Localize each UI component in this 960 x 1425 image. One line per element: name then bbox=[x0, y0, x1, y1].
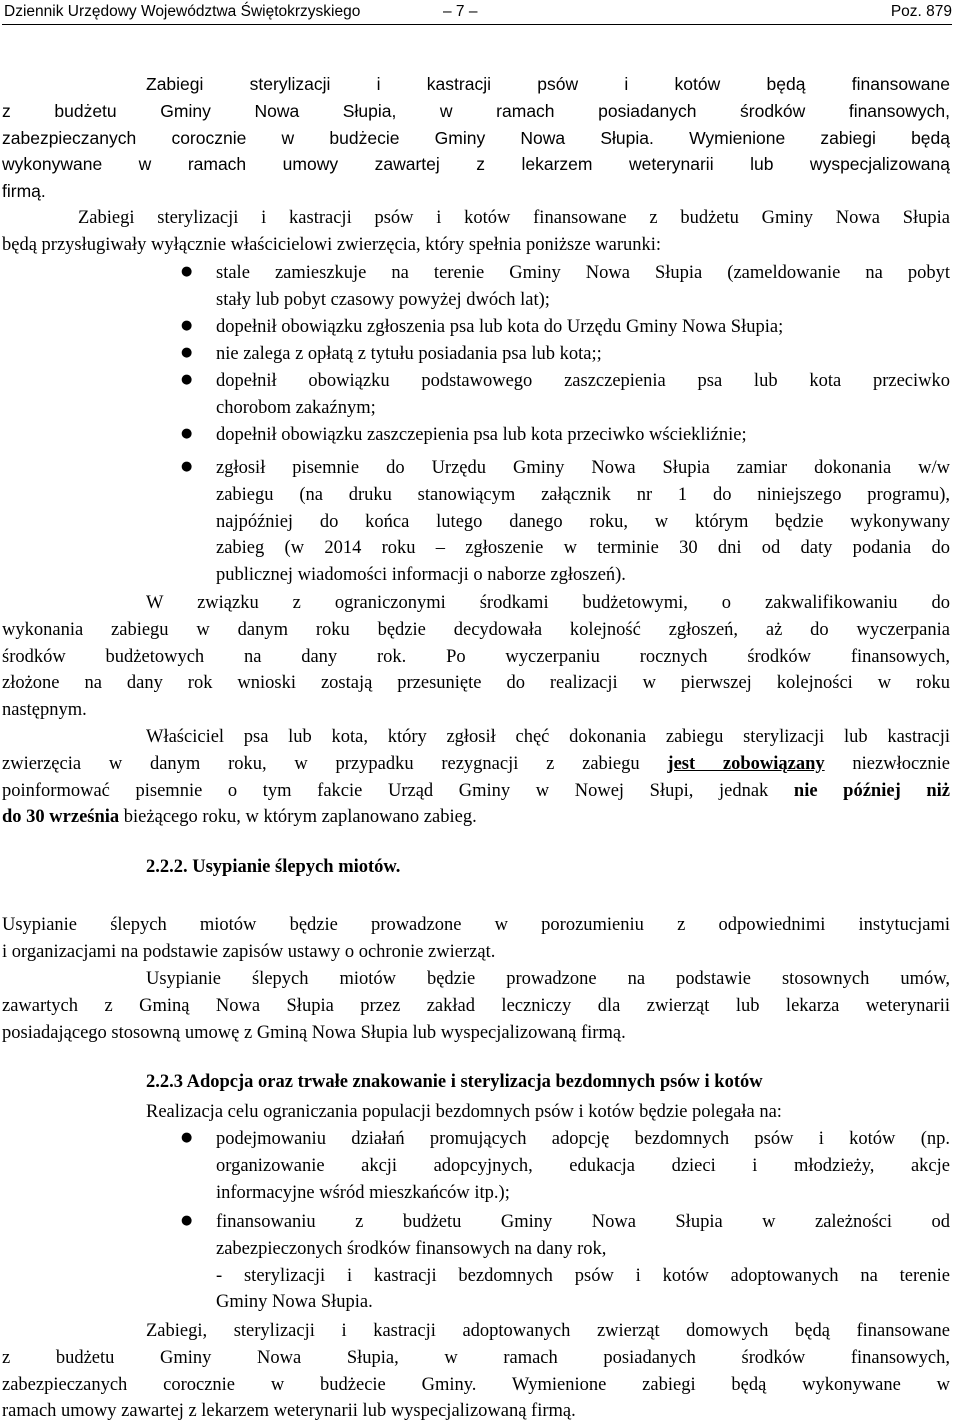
obligation-emphasis: jest zobowiązany bbox=[667, 753, 825, 774]
deadline-emphasis: nie później niż bbox=[793, 780, 950, 801]
paragraph-budget-limits: W związku z ograniczonymi środkami budżetowymi, o zakwalifikowaniu do wykonania zabiegu w danym roku będzie decydowała kolejność zgłoszeń, aż do wyczerpania środków budżetowych na dany rok. Po wyczerpaniu rocznych środków finansowych, złożone na dany rok wnioski zostają przesunięte do realizacji w pierwszej kolejności w roku następnym. bbox=[2, 593, 950, 720]
header-rule bbox=[2, 24, 952, 25]
paragraph-resignation: Właściciel psa lub kota, który zgłosił chęć dokonania zabiegu sterylizacji lub kastracji zwierzęcia w danym roku, w przypadku rezygnacji z zabiegu jest zobowiązany niezwłocznie poinformować pisemnie o tym fakcie Urząd Gminy w Nowej Słupi, jednak nie później niż do 30 września bieżącego roku, w którym zaplanowano zabieg. bbox=[2, 727, 951, 828]
text-line: z budżetu Gminy Nowa Słupia, w ramach posiadanych środków finansowych, bbox=[2, 100, 950, 121]
paragraph-funding bbox=[2, 71, 950, 205]
list-item: nie zalega z opłatą z tytułu posiadania psa lub kota;; bbox=[216, 344, 602, 364]
bullet-icon: ● bbox=[181, 426, 193, 441]
bullet-icon: ● bbox=[181, 318, 193, 333]
paragraph-adopted-funding: Zabiegi, sterylizacji i kastracji adoptowanych zwierząt domowych będą finansowane z budżetu Gminy Nowa Słupia, w ramach posiadanych środków finansowych, zabezpieczanych corocznie w budżecie Gminy. Wymienione zabiegi będą wykonywane w ramach umowy zawartej z lekarzem weterynarii lub wyspecjalizowaną firmą. bbox=[2, 1321, 950, 1422]
list-item: dopełnił obowiązku zaszczepienia psa lub kota przeciwko wściekliźnie; bbox=[216, 425, 747, 445]
bullet-icon: ● bbox=[181, 264, 193, 279]
deadline-date: do 30 września bbox=[2, 807, 120, 828]
text-line: zabezpieczanych corocznie w budżecie Gminy Nowa Słupia. Wymienione zabiegi będą bbox=[2, 127, 950, 148]
bullet-icon: ● bbox=[181, 372, 193, 387]
page-header bbox=[2, 1, 952, 23]
list-item: dopełnił obowiązku podstawowego zaszczepienia psa lub kota przeciwko chorobom zakaźnym; bbox=[216, 371, 950, 418]
paragraph-litters: Usypianie ślepych miotów będzie prowadzone w porozumieniu z odpowiednimi instytucjami i organizacjami na podstawie zapisów ustawy o ochronie zwierząt. bbox=[2, 915, 950, 962]
text-line: firmą. bbox=[2, 181, 46, 201]
list-item: dopełnił obowiązku zgłoszenia psa lub kota do Urzędu Gminy Nowa Słupia; bbox=[216, 317, 784, 337]
bullet-icon: ● bbox=[181, 345, 193, 360]
bullet-icon: ● bbox=[181, 1130, 193, 1145]
bullet-icon: ● bbox=[181, 459, 193, 474]
list-item: zgłosił pisemnie do Urzędu Gminy Nowa Słupia zamiar dokonania w/w zabiegu (na druku stanowiącym załącznik nr 1 do niniejszego programu), najpóźniej do końca lutego danego roku, w którym będzie wykonywany zabieg (w 2014 roku – zgłoszenie w terminie 30 dni od daty podania do publicznej wiadomości informacji o naborze zgłoszeń). bbox=[216, 458, 950, 585]
list-item: finansowaniu z budżetu Gminy Nowa Słupia w zależności od zabezpieczonych środków finansowych na dany rok, - sterylizacji i kastracji bezdomnych psów i kotów adoptowanych na terenie Gminy Nowa Słupia. bbox=[216, 1212, 950, 1313]
page-number: – 7 – bbox=[443, 3, 478, 20]
paragraph-eligibility bbox=[2, 205, 950, 259]
text-line: wykonywane w ramach umowy zawartej z lekarzem weterynarii lub wyspecjalizowaną bbox=[2, 154, 950, 175]
paragraph-adoption-intro: Realizacja celu ograniczania populacji bezdomnych psów i kotów będzie polegała na: bbox=[146, 1102, 782, 1122]
text-line: Zabiegi sterylizacji i kastracji psów i kotów będą finansowane bbox=[146, 74, 950, 94]
bullet-icon: ● bbox=[181, 1213, 193, 1228]
list-item: stale zamieszkuje na terenie Gminy Nowa Słupia (zameldowanie na pobyt stały lub pobyt czasowy powyżej dwóch lat); bbox=[216, 263, 950, 310]
position-number: Poz. 879 bbox=[890, 3, 952, 20]
list-item: podejmowaniu działań promujących adopcję bezdomnych psów i kotów (np. organizowanie akcji adopcyjnych, edukacja dzieci i młodzieży, akcje informacyjne wśród mieszkańców itp.); bbox=[216, 1129, 950, 1203]
section-heading-2-2-3: 2.2.3 Adopcja oraz trwałe znakowanie i sterylizacja bezdomnych psów i kotów bbox=[146, 1072, 763, 1092]
section-heading-2-2-2: 2.2.2. Usypianie ślepych miotów. bbox=[146, 857, 401, 877]
text-line: Zabiegi sterylizacji i kastracji psów i kotów finansowane z budżetu Gminy Nowa Słupia bbox=[78, 208, 950, 228]
paragraph-litters-contracts: Usypianie ślepych miotów będzie prowadzone na podstawie stosownych umów, zawartych z Gminą Nowa Słupia przez zakład leczniczy dla zwierząt lub lekarza weterynarii posiadającego stosowną umowę z Gminą Nowa Słupia lub wyspecjalizowaną firmą. bbox=[2, 969, 950, 1043]
text-line: będą przysługiwały wyłącznie właścicielowi zwierzęcia, który spełnia poniższe warunki: bbox=[2, 234, 662, 255]
journal-title: Dziennik Urzędowy Województwa Świętokrzyskiego bbox=[4, 3, 361, 20]
